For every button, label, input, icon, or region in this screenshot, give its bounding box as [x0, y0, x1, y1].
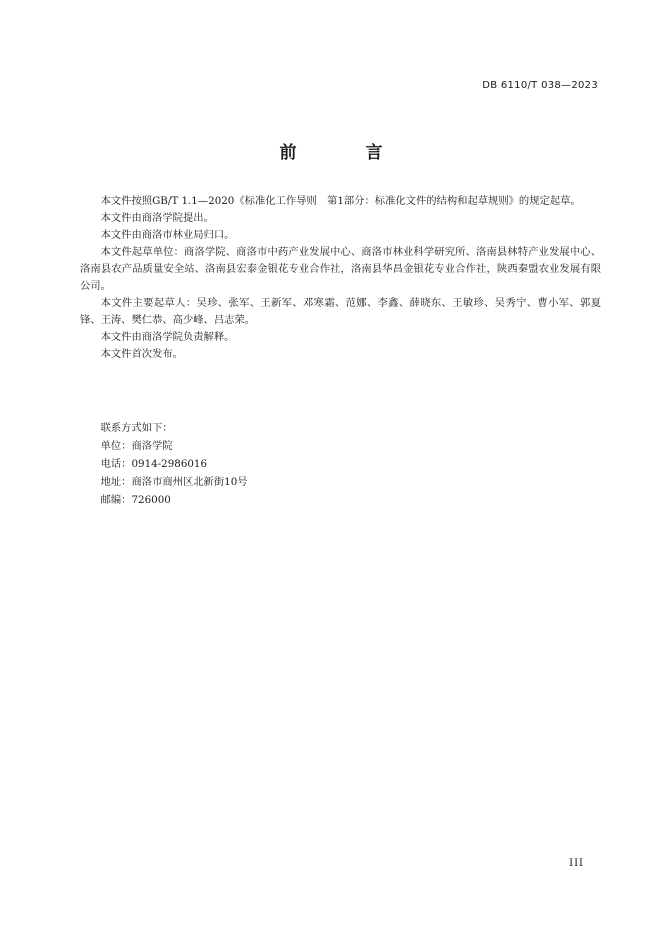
document-code: DB 6110/T 038—2023: [482, 80, 598, 91]
paragraph-centralized-unit: 本文件由商洛市林业局归口。: [100, 229, 235, 241]
contact-address: 地址：商洛市商州区北新街10号: [100, 476, 248, 488]
paragraph-first-release: 本文件首次发布。: [100, 348, 183, 360]
contact-block: [80, 419, 601, 509]
paragraph-interpretation: 本文件由商洛学院负责解释。: [100, 331, 235, 343]
paragraph-proposer: 本文件由商洛学院提出。: [100, 212, 214, 224]
contact-postcode: 邮编：726000: [100, 494, 171, 506]
contact-heading: 联系方式如下：: [100, 422, 173, 434]
contact-unit: 单位：商洛学院: [100, 440, 173, 452]
page-title: 前 言: [279, 143, 409, 163]
contact-phone: 电话：0914-2986016: [100, 458, 208, 470]
paragraph-drafters: 本文件主要起草人：吴珍、张军、王新军、邓寒霜、范娜、李鑫、薛晓东、王敏珍、吴秀宁、曹小军、郭夏锋、王涛、樊仁恭、高少峰、吕志荣。: [80, 297, 601, 326]
paragraph-drafting-units: 本文件起草单位：商洛学院、商洛市中药产业发展中心、商洛市林业科学研究所、洛南县林特产业发展中心、洛南县农产品质量安全站、洛南县宏泰金银花专业合作社，洛南县华昌金银花专业合作社，陕西秦盟农业发展有限公司。: [80, 246, 601, 292]
foreword-body: [80, 193, 601, 363]
page-number: III: [569, 858, 584, 869]
paragraph-drafting-rules: 本文件按照GB/T 1.1—2020《标准化工作导则 第1部分：标准化文件的结构和起草规则》的规定起草。: [100, 195, 581, 207]
